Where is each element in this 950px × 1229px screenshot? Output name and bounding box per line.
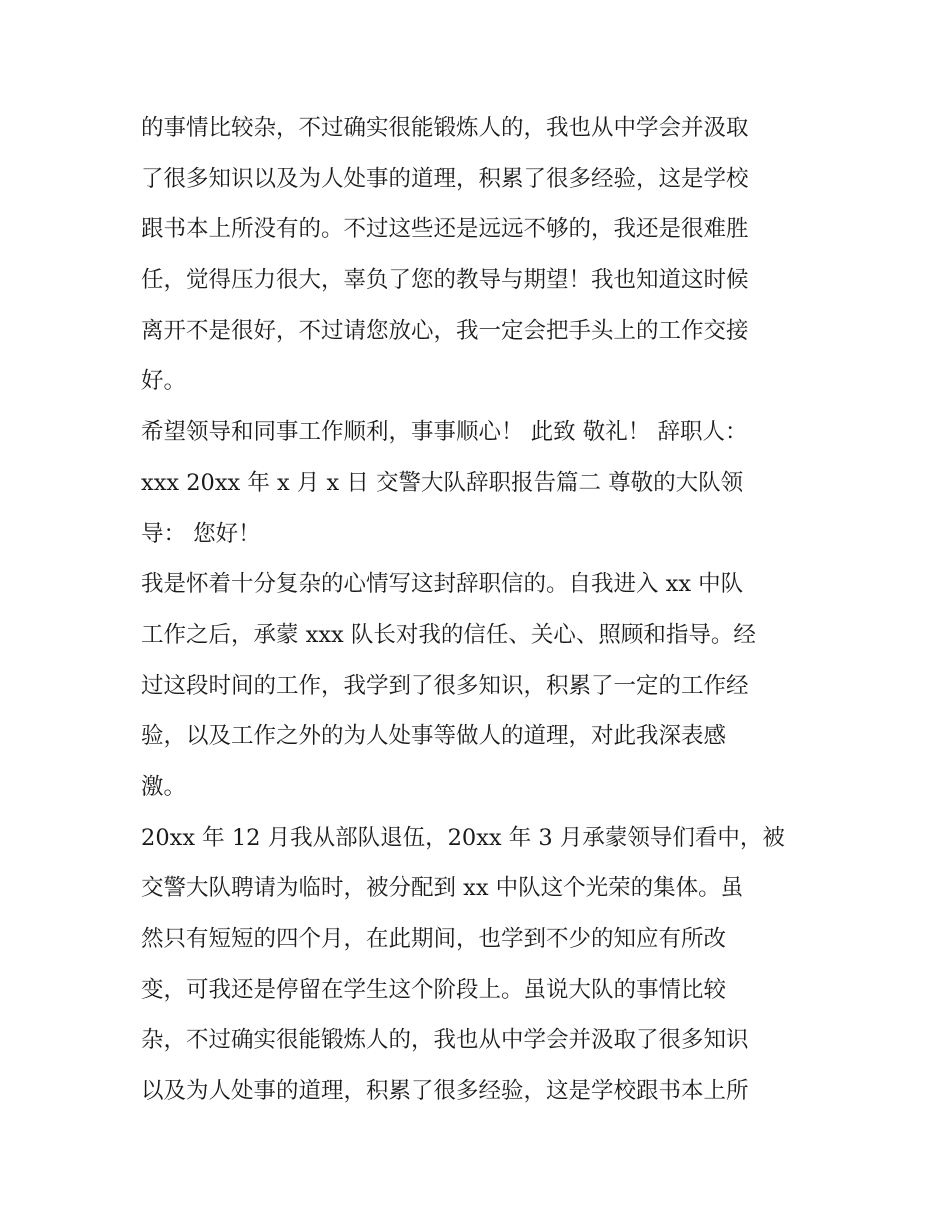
text-line: 以及为人处事的道理，积累了很多经验，这是学校跟书本上所 (141, 1078, 749, 1105)
text-line: 了很多知识以及为人处事的道理，积累了很多经验，这是学校 (141, 165, 749, 192)
text-line: 好。 (141, 368, 187, 395)
text-line: 过这段时间的工作，我学到了很多知识，积累了一定的工作经 (141, 672, 749, 699)
text-line: 离开不是很好，不过请您放心，我一定会把手头上的工作交接 (141, 317, 749, 344)
text-line: xxx 20xx 年 x 月 x 日 交警大队辞职报告篇二 尊敬的大队领 (141, 469, 744, 496)
text-line: 交警大队聘请为临时，被分配到 xx 中队这个光荣的集体。虽 (141, 875, 744, 902)
text-line: 导： 您好！ (141, 520, 261, 547)
text-line: 杂，不过确实很能锻炼人的，我也从中学会并汲取了很多知识 (141, 1027, 749, 1054)
text-line: 激。 (141, 773, 187, 800)
text-line: 变，可我还是停留在学生这个阶段上。虽说大队的事情比较 (141, 976, 727, 1003)
text-line: 验，以及工作之外的为人处事等做人的道理，对此我深表感 (141, 723, 727, 750)
text-line: 工作之后，承蒙 xxx 队长对我的信任、关心、照顾和指导。经 (141, 621, 756, 648)
text-line: 希望领导和同事工作顺利，事事顺心！ 此致 敬礼！ 辞职人： (141, 419, 748, 446)
text-line: 然只有短短的四个月，在此期间，也学到不少的知应有所改 (141, 926, 727, 952)
text-line: 20xx 年 12 月我从部队退伍，20xx 年 3 月承蒙领导们看中，被 (141, 824, 785, 851)
text-line: 任，觉得压力很大，辜负了您的教导与期望！我也知道这时候 (141, 267, 749, 294)
text-line: 跟书本上所没有的。不过这些还是远远不够的，我还是很难胜 (141, 216, 749, 243)
text-line: 我是怀着十分复杂的心情写这封辞职信的。自我进入 xx 中队 (141, 571, 744, 598)
text-line: 的事情比较杂，不过确实很能锻炼人的，我也从中学会并汲取 (141, 115, 749, 141)
body-text (141, 103, 821, 1117)
